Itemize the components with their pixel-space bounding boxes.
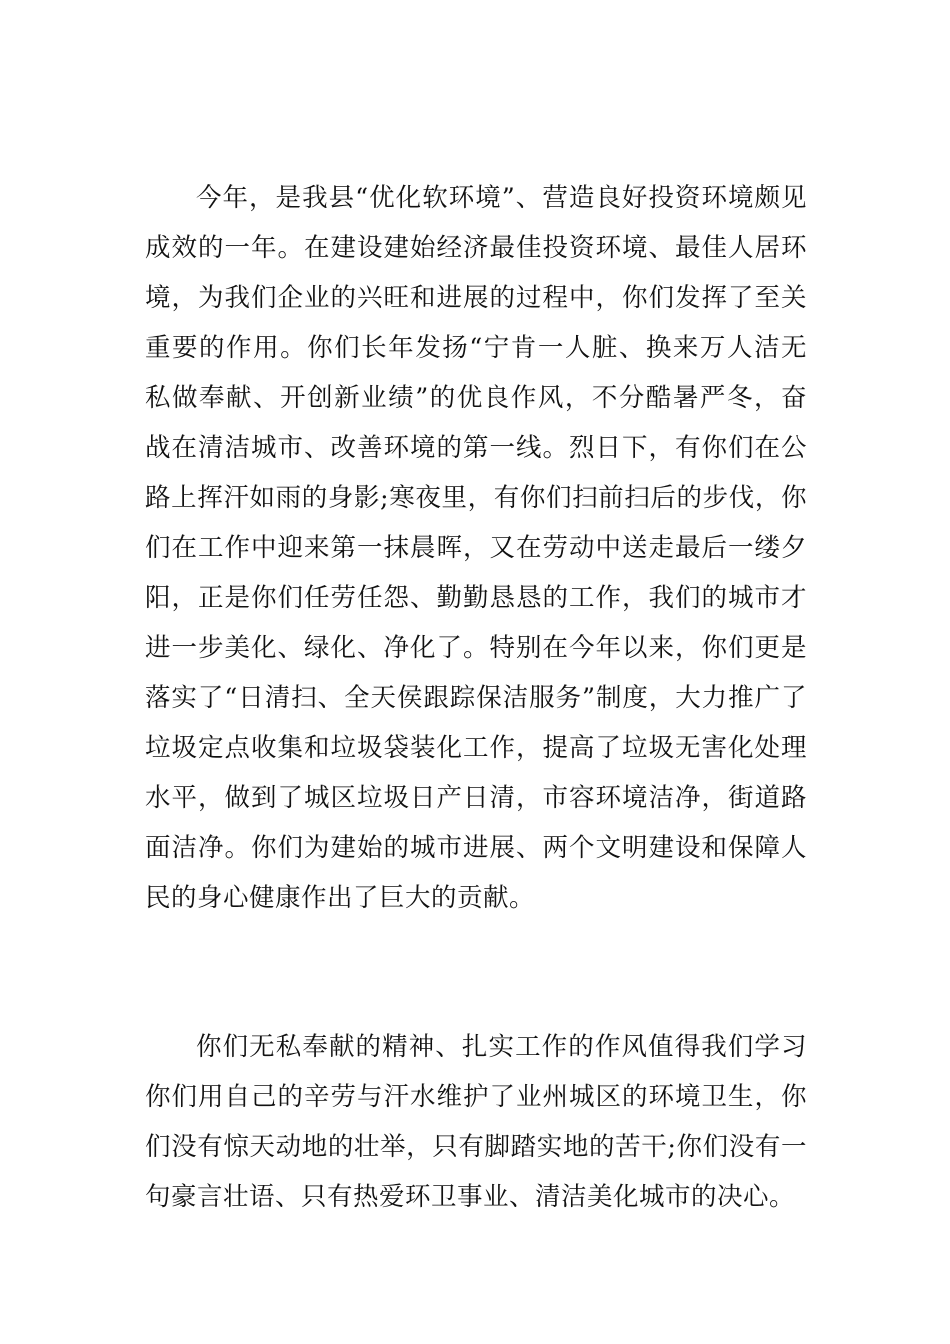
- body-paragraph-1: 今年，是我县“优化软环境”、营造良好投资环境颇见成效的一年。在建设建始经济最佳投资环境、最佳人居环境，为我们企业的兴旺和进展的过程中，你们发挥了至关重要的作用。你们长年发扬“宁肯一人脏、换来万人洁无私做奉献、开创新业绩”的优良作风，不分酷暑严冬，奋战在清洁城市、改善环境的第一线。烈日下，有你们在公路上挥汗如雨的身影;寒夜里，有你们扫前扫后的步伐，你们在工作中迎来第一抹晨晖，又在劳动中送走最后一缕夕阳，正是你们任劳任怨、勤勤恳恳的工作，我们的城市才进一步美化、绿化、净化了。特别在今年以来，你们更是落实了“日清扫、全天侯跟踪保洁服务”制度，大力推广了垃圾定点收集和垃圾袋装化工作，提高了垃圾无害化处理水平，做到了城区垃圾日产日清，市容环境洁净，街道路面洁净。你们为建始的城市进展、两个文明建设和保障人民的身心健康作出了巨大的贡献。: [145, 183, 807, 913]
- body-paragraph-2: 你们无私奉献的精神、扎实工作的作风值得我们学习你们用自己的辛劳与汗水维护了业州城区的环境卫生，你们没有惊天动地的壮举，只有脚踏实地的苦干;你们没有一句豪言壮语、只有热爱环卫事业、清洁美化城市的决心。: [145, 1032, 807, 1212]
